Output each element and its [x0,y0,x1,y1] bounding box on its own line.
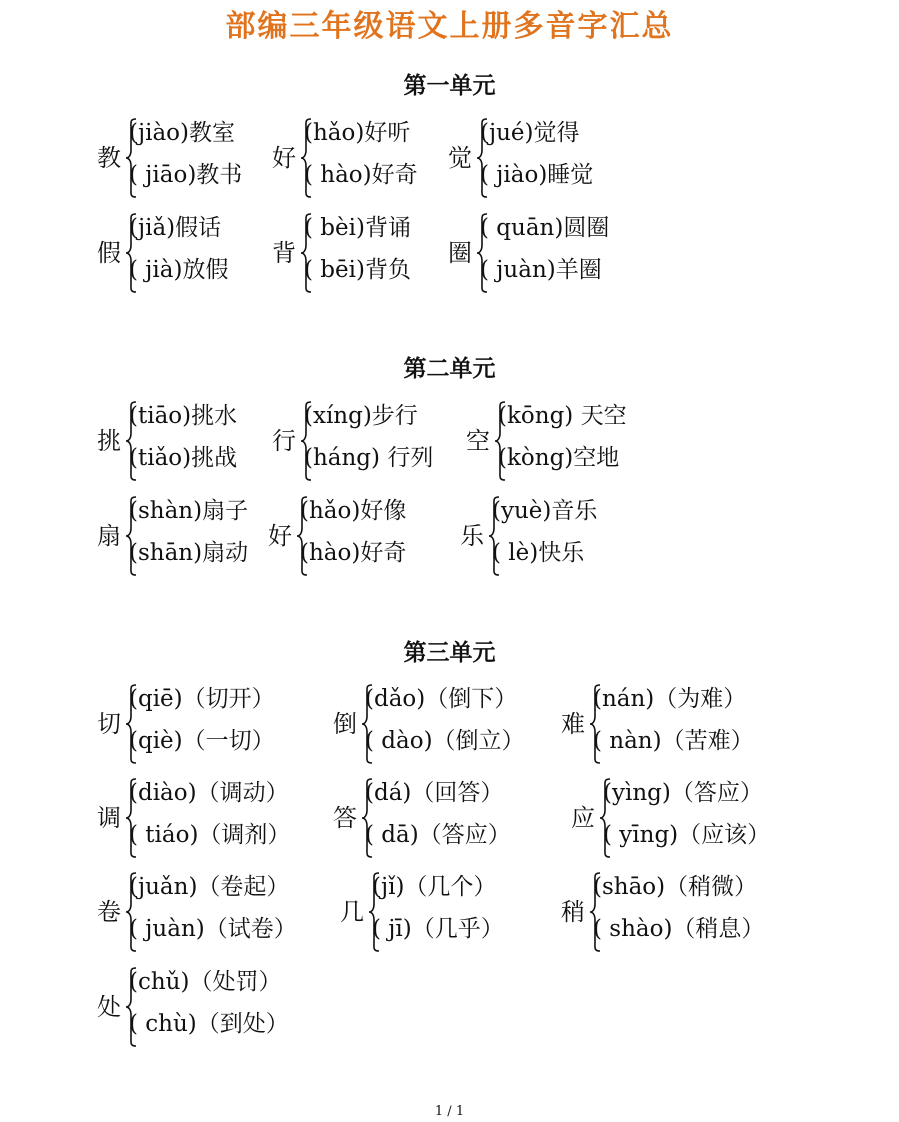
character: 假 [97,239,121,267]
reading-1: (shàn)扇子 [129,498,249,524]
reading-2: ( bēi)背负 [304,257,411,283]
character: 倒 [333,710,357,738]
reading-2: ( hào)好奇 [304,162,418,188]
reading-1: (hǎo)好听 [304,120,411,146]
reading-1: (shāo)（稍微） [593,874,758,900]
unit-3-heading: 第三单元 [403,640,496,666]
reading-2: ( yīng)（应该） [603,822,771,848]
character: 切 [97,710,121,738]
reading-1: (tiāo)挑水 [129,403,238,429]
reading-1: (dǎo)（倒下） [365,686,518,712]
reading-2: ( dào)（倒立） [365,728,525,754]
reading-2: ( jiāo)教书 [129,162,243,188]
page-number: 1 / 1 [434,1104,465,1119]
character: 难 [561,710,585,738]
character: 背 [272,239,296,267]
character: 行 [272,427,296,455]
reading-2: ( jià)放假 [129,257,229,283]
unit-1-heading: 第一单元 [403,73,496,99]
reading-2: ( juàn)（试卷） [129,916,297,942]
reading-1: (yìng)（答应） [603,780,763,806]
reading-1: ( quān)圆圈 [480,215,610,241]
reading-2: ( jiào)睡觉 [480,162,594,188]
reading-1: (nán)（为难） [593,686,747,712]
character: 扇 [97,522,121,550]
reading-2: ( dā)（答应） [365,822,511,848]
character: 几 [340,898,364,926]
character: 调 [97,804,121,832]
reading-2: ( shào)（稍息） [593,916,765,942]
reading-1: (chǔ)（处罚） [129,969,282,995]
reading-2: ( chù)（到处） [129,1011,289,1037]
document-title: 部编三年级语文上册多音字汇总 [225,9,674,44]
character: 好 [272,144,296,172]
character: 答 [333,804,357,832]
character: 挑 [97,427,121,455]
reading-1: (dá)（回答） [365,780,504,806]
reading-2: (tiǎo)挑战 [129,445,238,471]
reading-2: (shān)扇动 [129,540,249,566]
reading-2: ( juàn)羊圈 [480,257,602,283]
character: 好 [268,522,292,550]
unit-2-heading: 第二单元 [403,356,496,382]
reading-1: (qiē)（切开） [129,686,275,712]
reading-2: ( lè)快乐 [492,540,585,566]
reading-2: (qiè)（一切） [129,728,275,754]
reading-1: (xíng)步行 [304,403,418,429]
character: 圈 [448,239,472,267]
character: 觉 [448,144,472,172]
reading-2: ( nàn)（苦难） [593,728,754,754]
reading-1: (jiǎ)假话 [129,215,222,241]
reading-1: (hǎo)好像 [300,498,407,524]
reading-1: (diào)（调动） [129,780,289,806]
character: 乐 [460,522,484,550]
character: 稍 [561,898,585,926]
character: 空 [466,427,490,455]
character: 卷 [97,898,121,926]
reading-1: (juǎn)（卷起） [129,874,290,900]
character: 处 [97,993,121,1021]
reading-1: (jué)觉得 [480,120,580,146]
reading-1: (kōng) 天空 [498,403,627,429]
reading-1: (jiào)教室 [129,120,235,146]
reading-2: (kòng)空地 [498,445,620,471]
reading-2: (háng) 行列 [304,445,434,471]
character: 应 [571,804,595,832]
reading-2: ( jī)（几乎） [372,916,504,942]
character: 教 [97,144,121,172]
reading-1: (jǐ)（几个） [372,874,497,900]
reading-2: (hào)好奇 [300,540,407,566]
reading-2: ( tiáo)（调剂） [129,822,291,848]
reading-1: ( bèi)背诵 [304,215,411,241]
reading-1: (yuè)音乐 [492,498,598,524]
